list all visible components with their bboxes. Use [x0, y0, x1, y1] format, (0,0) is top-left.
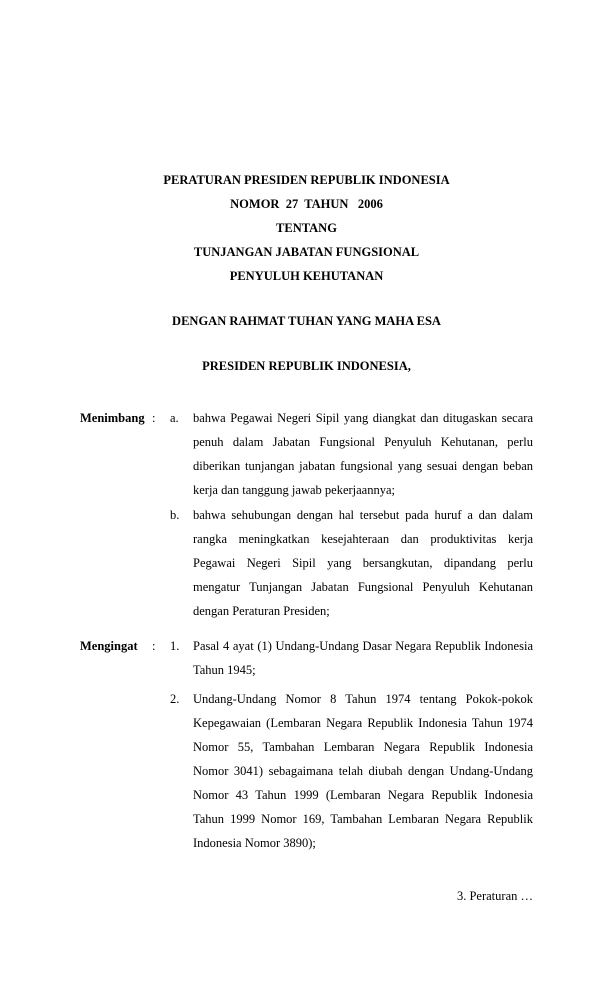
recalling-item-1-marker: 1.: [170, 639, 180, 653]
invocation-line: DENGAN RAHMAT TUHAN YANG MAHA ESA: [172, 314, 441, 328]
recalling-item-1: [170, 634, 533, 682]
considering-section: [80, 406, 533, 623]
recalling-items: [170, 634, 533, 855]
issuer-line: PRESIDEN REPUBLIK INDONESIA,: [202, 359, 411, 373]
considering-item-b-marker: b.: [170, 508, 180, 522]
page-catchword: 3. Peraturan …: [456, 889, 533, 903]
recalling-section: [80, 634, 533, 855]
recalling-item-1-text: Pasal 4 ayat (1) Undang-Undang Dasar Negara Republik Indonesia Tahun 1945;: [193, 639, 533, 677]
considering-item-b: [170, 503, 533, 623]
considering-items: [170, 406, 533, 623]
considering-item-a-text: bahwa Pegawai Negeri Sipil yang diangkat dan ditugaskan secara penuh dalam Jabatan Fungsional Penyuluh Kehutanan, perlu diberikan tunjangan jabatan fungsional yang sesuai dengan beban kerja dan tanggung jawab pekerjaannya;: [193, 411, 533, 497]
considering-item-b-text: bahwa sehubungan dengan hal tersebut pada huruf a dan dalam rangka meningkatkan kesejahteraan dan produktivitas kerja Pegawai Negeri Sipil yang bersangkutan, dipandang perlu mengatur Tunjangan Jabatan Fungsional Penyuluh Kehutanan dengan Peraturan Presiden;: [193, 508, 533, 618]
recalling-label: Mengingat: [80, 639, 138, 653]
considering-item-a-marker: a.: [170, 411, 179, 425]
document-title-block: [80, 168, 533, 288]
recalling-item-2: [170, 687, 533, 855]
title-line-regulation: PERATURAN PRESIDEN REPUBLIK INDONESIA: [163, 173, 450, 187]
recalling-colon: :: [152, 639, 156, 653]
title-line-subject-2: PENYULUH KEHUTANAN: [229, 269, 384, 283]
considering-label: Menimbang: [80, 411, 145, 425]
recalling-item-2-marker: 2.: [170, 692, 180, 706]
title-line-tentang: TENTANG: [276, 221, 337, 235]
title-line-number: NOMOR 27 TAHUN 2006: [230, 197, 383, 211]
considering-item-a: [170, 406, 533, 502]
document-content: [80, 168, 533, 908]
considering-colon: :: [152, 411, 156, 425]
title-line-subject-1: TUNJANGAN JABATAN FUNGSIONAL: [193, 245, 420, 259]
recalling-item-2-text: Undang-Undang Nomor 8 Tahun 1974 tentang Pokok-pokok Kepegawaian (Lembaran Negara Republik Indonesia Tahun 1974 Nomor 55, Tambahan Lembaran Negara Republik Indonesia Nomor 3041) sebagaimana telah diubah dengan Undang-Undang Nomor 43 Tahun 1999 (Lembaran Negara Republik Indonesia Tahun 1999 Nomor 169, Tambahan Lembaran Negara Republik Indonesia Nomor 3890);: [193, 692, 533, 850]
